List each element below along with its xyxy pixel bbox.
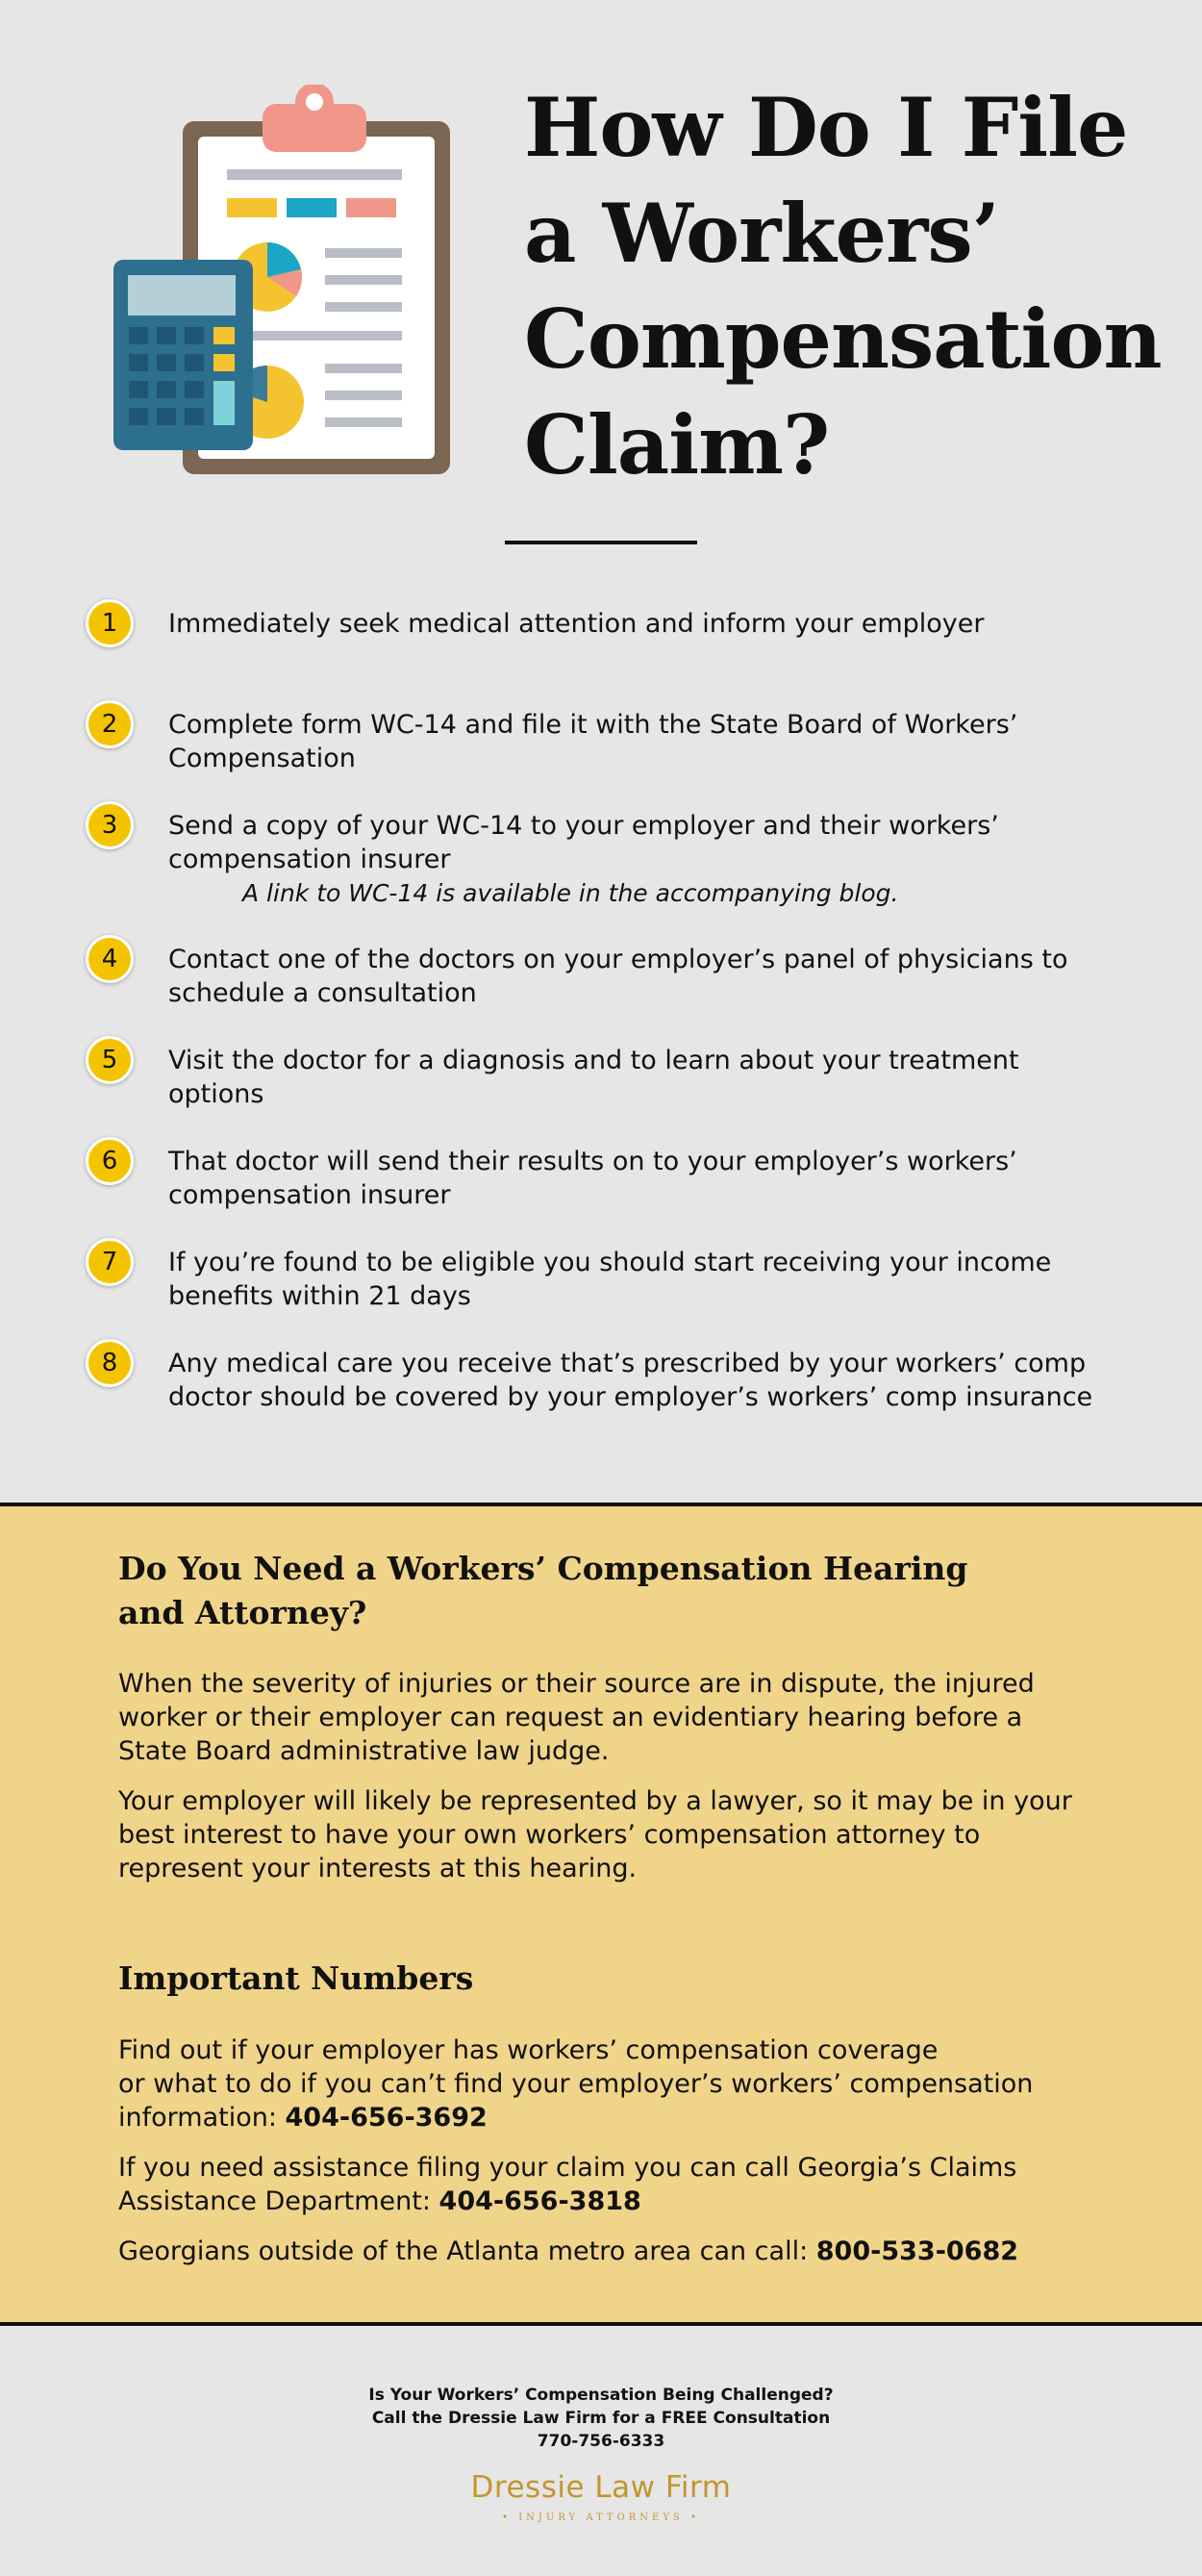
step-number-badge: 1 [86, 599, 134, 647]
footer-phone: 770-756-6333 [537, 2432, 665, 2451]
hearing-heading-line: Do You Need a Workers’ Compensation Hearing [118, 1550, 968, 1587]
title-divider [505, 541, 697, 544]
hearing-paragraph: When the severity of injuries or their source are in dispute, the injured worker or their employer can request an evidentiary hearing before a State Board administrative law judge. [118, 1669, 1035, 1766]
numbers-item [118, 2033, 1099, 2134]
step-text: Contact one of the doctors on your employer’s panel of physicians to schedule a consultation [168, 945, 1068, 1008]
numbers-item [118, 2235, 1099, 2268]
page-title [524, 75, 1178, 498]
numbers-item-line: Find out if your employer has workers’ compensation coverage [118, 2035, 939, 2065]
step-text: Send a copy of your WC-14 to your employer and their workers’ compensation insurer [168, 811, 999, 874]
numbers-heading: Important Numbers [118, 1959, 474, 1997]
numbers-item-text: information: [118, 2103, 286, 2133]
phone-number: 404-656-3818 [438, 2186, 641, 2216]
step-text: If you’re found to be eligible you should start receiving your income benefits within 21 days [168, 1248, 1052, 1311]
footer-cta-line: Is Your Workers’ Compensation Being Challenged? [368, 2386, 834, 2405]
numbers-item [118, 2151, 1099, 2218]
phone-number: 800-533-0682 [815, 2236, 1019, 2266]
header [0, 0, 1202, 577]
logo-tagline: • INJURY ATTORNEYS • [502, 2513, 700, 2523]
step-note: A link to WC-14 is available in the accompanying blog. [242, 879, 899, 907]
step-text: Immediately seek medical attention and inform your employer [168, 609, 985, 639]
step-number-badge: 2 [86, 700, 134, 748]
phone-number: 404-656-3692 [285, 2103, 488, 2133]
footer-cta-line: Call the Dressie Law Firm for a FREE Consultation [371, 2409, 831, 2428]
hearing-heading-line: and Attorney? [118, 1594, 367, 1631]
step-text: That doctor will send their results on to your employer’s workers’ compensation insurer [168, 1147, 1017, 1210]
step-number-badge: 4 [86, 935, 134, 983]
step-text: Any medical care you receive that’s prescribed by your workers’ comp doctor should be covered by your employer’s workers’ comp insurance [168, 1349, 1093, 1412]
hearing-heading [118, 1547, 1080, 1635]
step-number-badge: 8 [86, 1339, 134, 1387]
logo: Dressie Law Firm [470, 2470, 732, 2505]
clipboard-calculator-illustration [113, 85, 460, 489]
step-number-badge: 7 [86, 1238, 134, 1286]
numbers-item-line: or what to do if you can’t find your employer’s workers’ compensation [118, 2069, 1034, 2099]
step-text: Complete form WC-14 and file it with the State Board of Workers’ Compensation [168, 710, 1018, 773]
calculator-icon [113, 260, 253, 450]
info-panel [0, 1503, 1202, 2326]
numbers-item-line [118, 2101, 1099, 2134]
step-number-badge: 3 [86, 801, 134, 849]
numbers-item-text: Georgians outside of the Atlanta metro area can call: [118, 2236, 816, 2266]
step-number-badge: 5 [86, 1036, 134, 1084]
title-line: Compensation [524, 291, 1162, 387]
footer [0, 2326, 1202, 2576]
step-number-badge: 6 [86, 1137, 134, 1185]
hearing-paragraph: Your employer will likely be represented by a lawyer, so it may be in your best interest to have your own workers’ compensation attorney to represent your interests at this hearing. [118, 1786, 1072, 1883]
step-text: Visit the doctor for a diagnosis and to learn about your treatment options [168, 1046, 1019, 1109]
title-line: How Do I File [524, 80, 1128, 175]
title-line: Claim? [524, 397, 830, 492]
title-line: a Workers’ [524, 186, 999, 281]
numbers-item-text: If you need assistance filing your claim you can call Georgia’s Claims Assistance Department: [118, 2153, 1017, 2216]
